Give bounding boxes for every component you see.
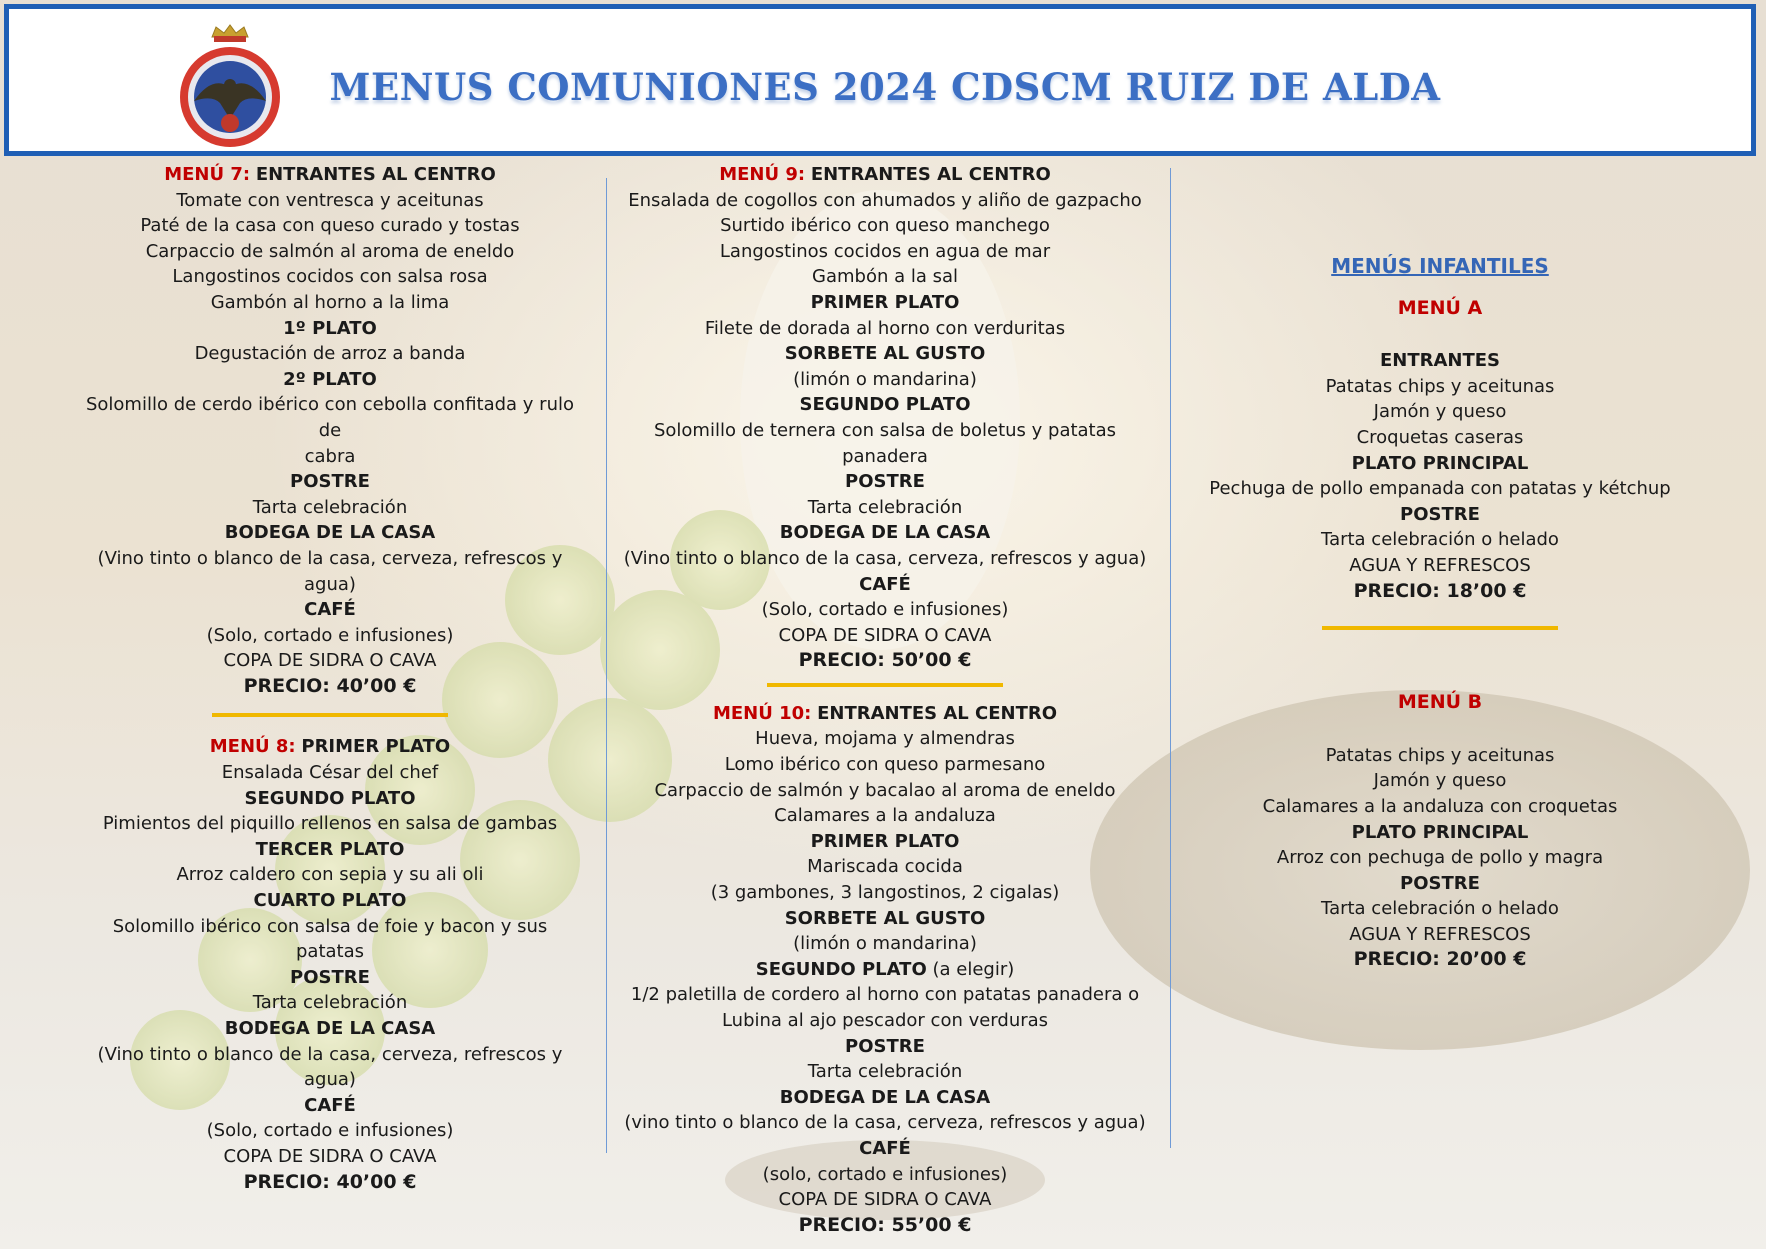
menu10-lines [620,726,1150,1212]
dish-item: Langostinos cocidos con salsa rosa [172,266,488,288]
menu9-lines [620,188,1150,649]
course-heading: SEGUNDO PLATO (a elegir) [755,958,1015,980]
dish-item: Jamón y queso [1373,401,1507,423]
menuB-price: PRECIO: 20’00 € [1353,948,1527,971]
dish-item: Ensalada César del chef [221,762,439,784]
course-heading: POSTRE [290,966,370,988]
dish-item: (vino tinto o blanco de la casa, cerveza, refrescos y agua) [624,1112,1146,1134]
dish-item: Patatas chips y aceitunas [1325,375,1555,397]
dish-item: (Vino tinto o blanco de la casa, cerveza, refrescos y agua) [97,547,563,595]
dish-item: (3 gambones, 3 langostinos, 2 cigalas) [710,882,1060,904]
course-heading: BODEGA DE LA CASA [779,1086,991,1108]
menuB-lines [1200,743,1680,948]
dish-item: 1/2 paletilla de cordero al horno con patatas panadera o [630,984,1140,1006]
dish-item: Solomillo de cerdo ibérico con cebolla confitada y rulo de [85,394,574,441]
dish-item: (solo, cortado e infusiones) [762,1163,1008,1185]
course-heading: CAFÉ [859,1137,911,1159]
dish-item: Arroz caldero con sepia y su ali oli [176,864,484,886]
dish-item: Paté de la casa con queso curado y tostas [140,215,520,237]
column-left [80,162,580,1195]
column-divider-right [1170,168,1171,1148]
dish-item: (Vino tinto o blanco de la casa, cerveza, refrescos y agua) [623,547,1147,569]
dish-item: Tomate con ventresca y aceitunas [176,189,484,211]
dish-item: Pimientos del piquillo rellenos en salsa de gambas [102,813,558,835]
dish-item: Tarta celebración [807,496,963,518]
menu10-heading: MENÚ 10: ENTRANTES AL CENTRO [712,702,1058,724]
dish-item: Gambón a la sal [812,266,958,288]
dish-item: Ensalada de cogollos con ahumados y aliño de gazpacho [628,189,1142,211]
menu8-lines [80,760,580,1170]
course-heading: SEGUNDO PLATO [244,787,416,809]
dish-item: Calamares a la andaluza [774,805,996,827]
dish-item: (Solo, cortado e infusiones) [206,624,454,646]
dish-item: Carpaccio de salmón al aroma de eneldo [145,240,515,262]
dish-item: Calamares a la andaluza con croquetas [1262,795,1618,817]
dish-item: Solomillo ibérico con salsa de foie y bacon y sus patatas [112,915,548,963]
dish-item: Tarta celebración o helado [1321,898,1559,920]
menu9-heading: MENÚ 9: ENTRANTES AL CENTRO [719,164,1051,185]
menuA-lines [1200,348,1680,578]
dish-item: Filete de dorada al horno con verduritas [704,317,1066,339]
dish-item: Lubina al ajo pescador con verduras [721,1010,1049,1031]
dish-item: Croquetas caseras [1356,426,1524,448]
course-heading: CUARTO PLATO [253,890,407,912]
course-heading: POSTRE [1400,503,1480,525]
menu-separator [767,683,1003,687]
menu7-price: PRECIO: 40’00 € [243,674,417,697]
dish-item: (limón o mandarina) [793,933,977,955]
menu10-price: PRECIO: 55’00 € [798,1213,972,1236]
dish-item: Tarta celebración [252,496,408,518]
course-heading: PLATO PRINCIPAL [1351,452,1529,474]
menu7-heading: MENÚ 7: ENTRANTES AL CENTRO [164,164,496,185]
dish-item: Hueva, mojama y almendras [755,728,1015,750]
dish-item: Tarta celebración [252,992,408,1014]
menu8-heading: MENÚ 8: PRIMER PLATO [209,736,451,758]
course-heading: PLATO PRINCIPAL [1351,821,1529,843]
dish-item: Langostinos cocidos en agua de mar [719,240,1051,262]
column-divider-left [606,178,607,1153]
course-heading: ENTRANTES [1379,350,1501,372]
course-heading: BODEGA DE LA CASA [224,522,436,544]
course-heading: CAFÉ [304,1094,356,1116]
dish-item: COPA DE SIDRA O CAVA [778,1189,992,1211]
course-heading: POSTRE [290,471,370,493]
course-heading: TERCER PLATO [255,838,405,860]
menu7-lines [80,188,580,674]
course-heading: 2º PLATO [283,368,377,390]
dish-item: COPA DE SIDRA O CAVA [223,1145,437,1167]
course-heading: SEGUNDO PLATO [799,394,971,416]
dish-item: AGUA Y REFRESCOS [1349,554,1531,576]
menuA-heading: MENÚ A [1397,296,1483,319]
course-heading: BODEGA DE LA CASA [224,1018,436,1039]
dish-item: COPA DE SIDRA O CAVA [223,650,437,672]
dish-item: (Vino tinto o blanco de la casa, cerveza, refrescos y agua) [97,1043,563,1091]
dish-item: Surtido ibérico con queso manchego [720,215,1050,237]
course-heading: PRIMER PLATO [810,291,960,313]
course-heading: POSTRE [845,1035,925,1057]
page-title: MENUS COMUNIONES 2024 CDSCM RUIZ DE ALDA [329,65,1441,109]
header-banner [4,4,1756,156]
kids-menus-title: MENÚS INFANTILES [1331,254,1549,278]
menu9-price: PRECIO: 50’00 € [798,649,972,672]
dish-item: Patatas chips y aceitunas [1325,744,1555,766]
dish-item: Arroz con pechuga de pollo y magra [1276,847,1604,869]
dish-item: Degustación de arroz a banda [194,343,466,365]
menuB-heading: MENÚ B [1397,691,1483,714]
dish-item: Pechuga de pollo empanada con patatas y kétchup [1209,478,1671,500]
course-heading: SORBETE AL GUSTO [784,907,986,929]
menuA-price: PRECIO: 18’00 € [1353,579,1527,602]
course-heading: BODEGA DE LA CASA [779,522,991,544]
dish-item: Gambón al horno a la lima [210,291,450,313]
column-center [620,162,1150,1238]
course-heading: POSTRE [1400,872,1480,894]
course-heading: CAFÉ [304,599,356,621]
dish-item: AGUA Y REFRESCOS [1349,923,1531,945]
dish-item: (limón o mandarina) [793,368,977,390]
dish-item: Carpaccio de salmón y bacalao al aroma de eneldo [654,779,1116,801]
dish-item: (Solo, cortado e infusiones) [206,1120,454,1142]
dish-item: Lomo ibérico con queso parmesano [724,754,1046,776]
dish-item: (Solo, cortado e infusiones) [761,599,1009,621]
dish-item: Jamón y queso [1373,770,1507,792]
dish-item: Solomillo de ternera con salsa de boletus y patatas panadera [653,419,1117,467]
dish-item: Tarta celebración o helado [1321,529,1559,551]
course-heading: POSTRE [845,471,925,493]
menu-separator [1322,626,1558,630]
column-right [1200,254,1680,973]
dish-item: Tarta celebración [807,1061,963,1083]
course-heading: CAFÉ [859,573,911,595]
course-heading: SORBETE AL GUSTO [784,343,986,365]
menu-separator [212,713,448,717]
course-heading: PRIMER PLATO [810,830,960,852]
dish-item: cabra [304,445,356,467]
dish-item: COPA DE SIDRA O CAVA [778,624,992,646]
menu8-price: PRECIO: 40’00 € [243,1170,417,1193]
course-heading: 1º PLATO [283,317,377,339]
dish-item: Mariscada cocida [807,856,963,878]
